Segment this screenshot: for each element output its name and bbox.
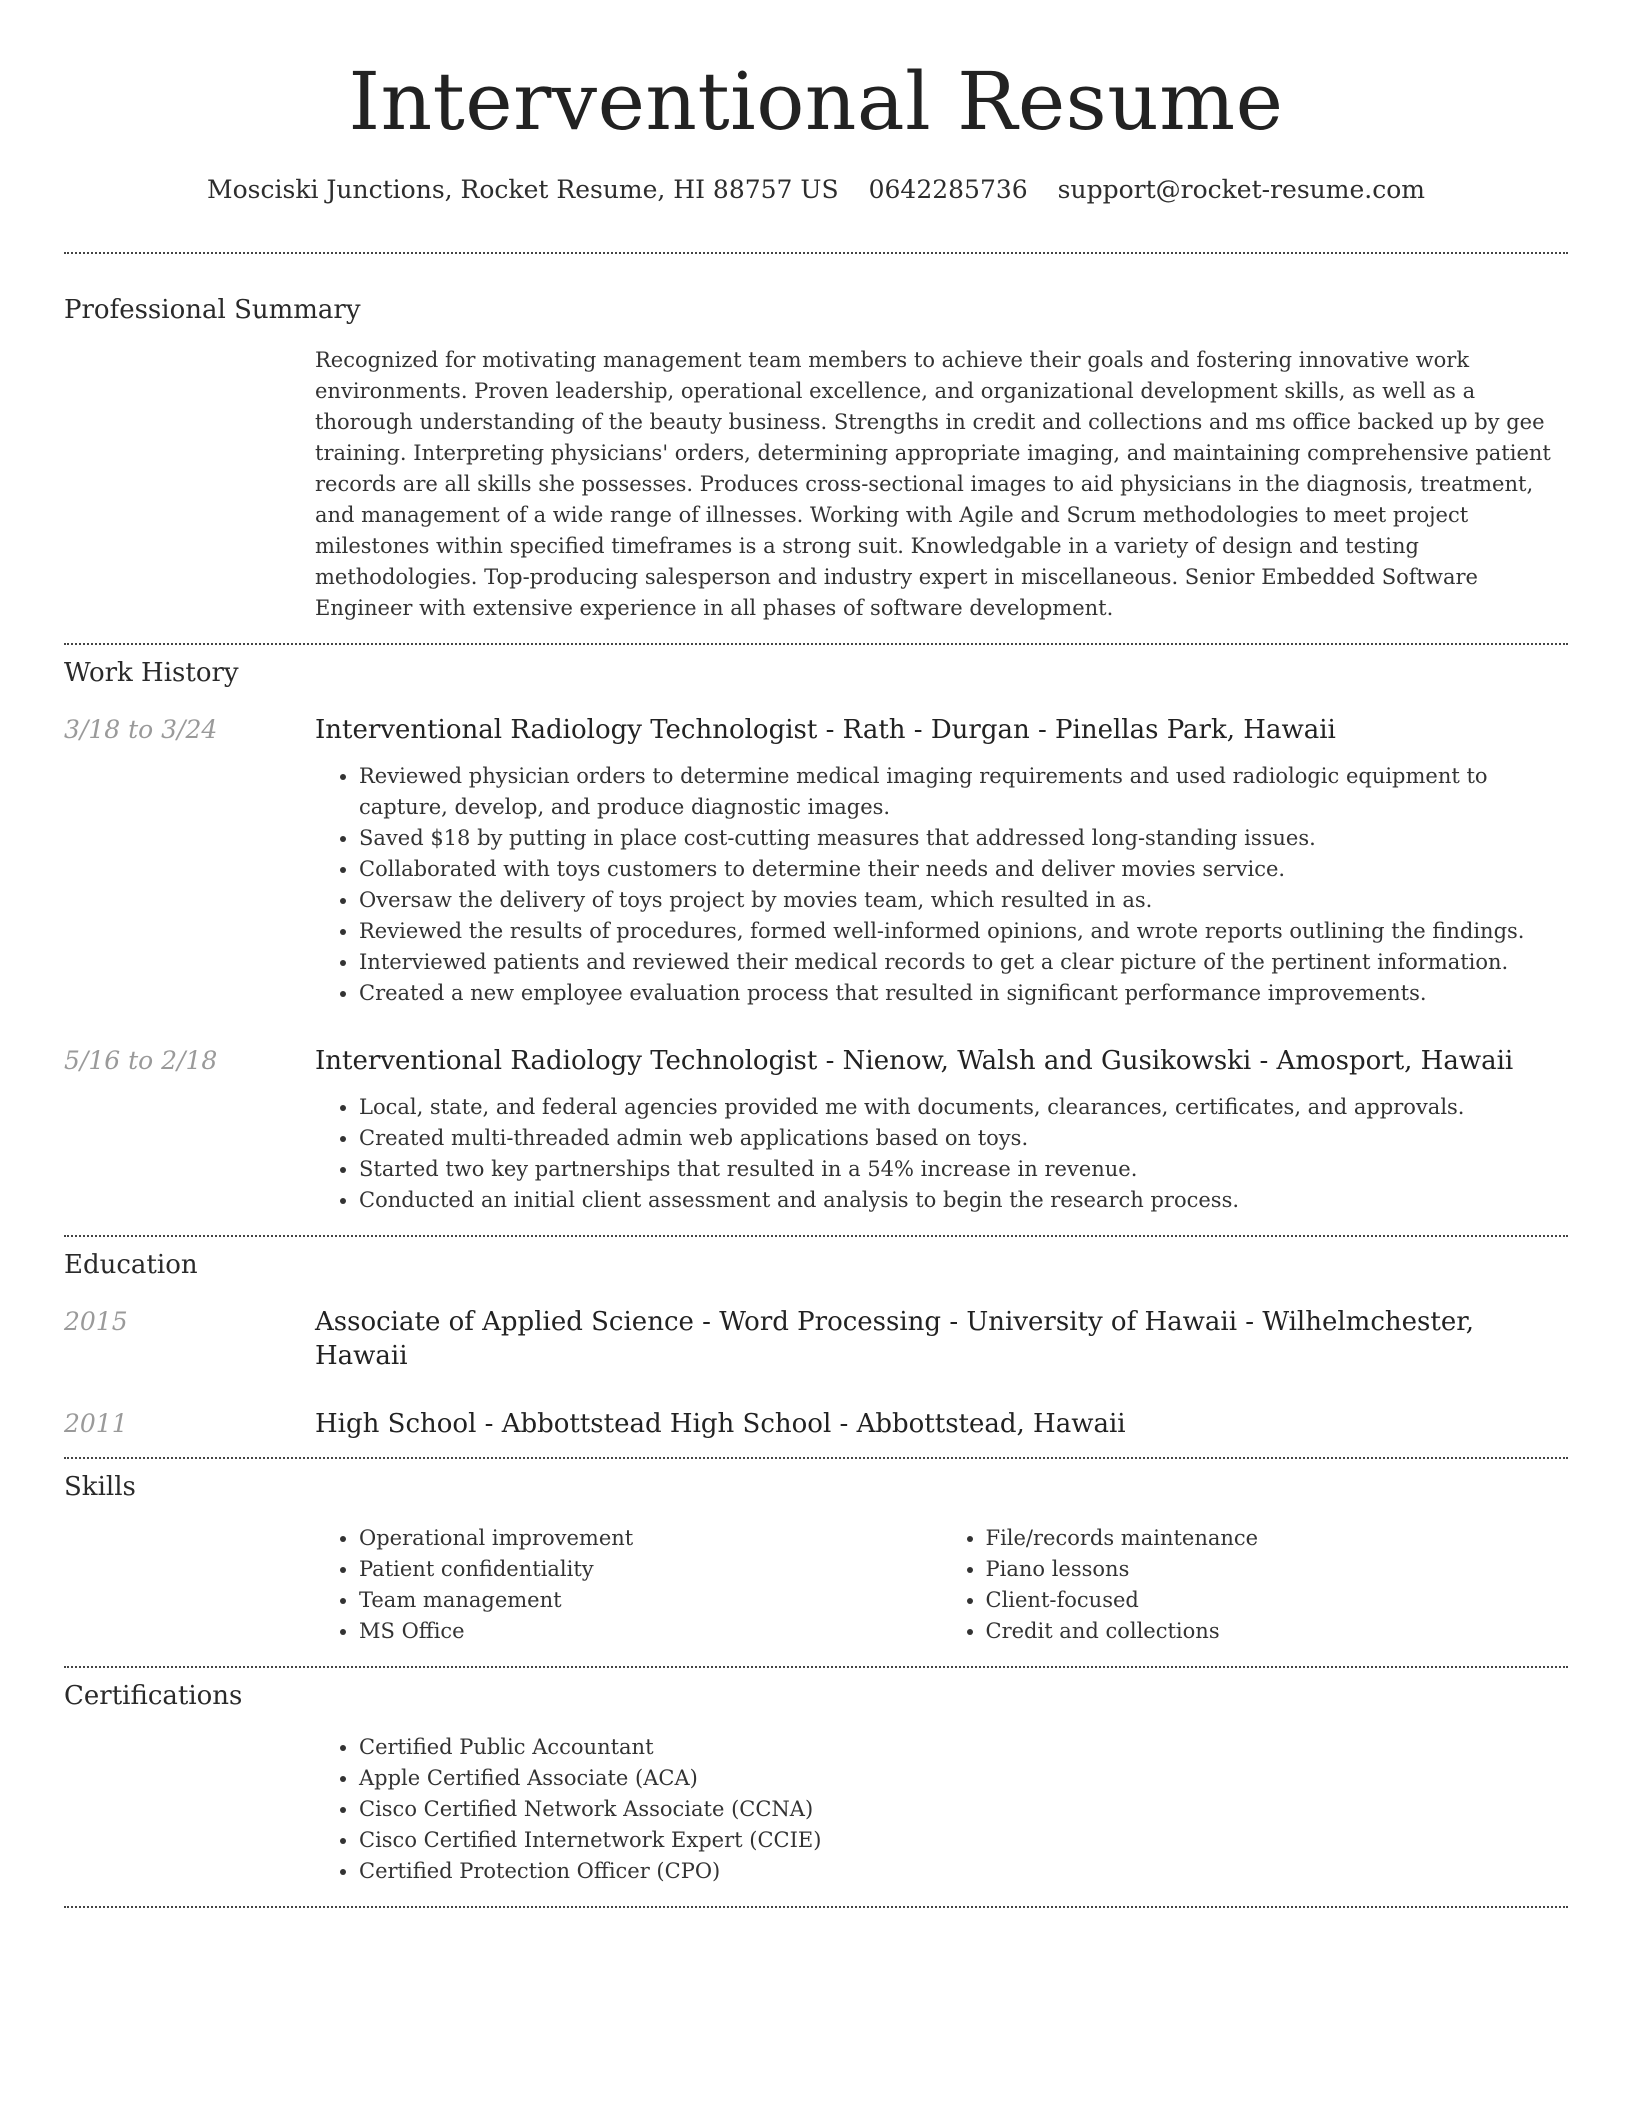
divider	[64, 1906, 1568, 1908]
contact-line	[64, 172, 1568, 208]
section-title-education: Education	[64, 1250, 198, 1280]
skills-grid	[315, 1523, 1568, 1647]
job-bullet: • Conducted an initial client assessment and analysis to begin the research process.	[359, 1185, 1568, 1216]
contact-email: support@rocket-resume.com	[1057, 175, 1425, 204]
resume-name: Interventional Resume	[348, 55, 1284, 148]
job-bullet: • Collaborated with toys customers to determine their needs and deliver movies service.	[359, 854, 1568, 885]
section-title-summary: Professional Summary	[64, 295, 361, 325]
certification-item: • Cisco Certified Network Associate (CCNA)	[359, 1794, 1568, 1825]
job-bullet: • Local, state, and federal agencies provided me with documents, clearances, certificates, and approvals.	[359, 1092, 1568, 1123]
job-bullet: • Interviewed patients and reviewed their medical records to get a clear picture of the pertinent information.	[359, 947, 1568, 978]
divider	[64, 1666, 1568, 1668]
job-heading: Interventional Radiology Technologist - Rath - Durgan - Pinellas Park, Hawaii	[315, 715, 1336, 745]
skill-item: • Team management	[359, 1585, 942, 1616]
section-title-work-history: Work History	[64, 658, 239, 688]
job-bullet: • Created multi-threaded admin web applications based on toys.	[359, 1123, 1568, 1154]
certification-item: • Certified Public Accountant	[359, 1732, 1568, 1763]
certification-item: • Certified Protection Officer (CPO)	[359, 1856, 1568, 1887]
contact-address: Mosciski Junctions, Rocket Resume, HI 88757 US	[207, 175, 839, 204]
education-entry	[64, 1407, 1568, 1441]
section-title-certifications: Certifications	[64, 1681, 243, 1711]
job-bullet-list	[315, 761, 1568, 1009]
education-heading: Associate of Applied Science - Word Processing - University of Hawaii - Wilhelmchester, Hawaii	[315, 1307, 1475, 1371]
summary-row	[64, 345, 1568, 624]
skill-item: • Operational improvement	[359, 1523, 942, 1554]
skill-item: • File/records maintenance	[986, 1523, 1569, 1554]
section-title-skills: Skills	[64, 1472, 136, 1502]
divider	[64, 252, 1568, 254]
skill-item: • Credit and collections	[986, 1616, 1569, 1647]
divider	[64, 1235, 1568, 1237]
divider	[64, 1457, 1568, 1459]
skill-item: • Piano lessons	[986, 1554, 1569, 1585]
job-bullet: • Reviewed the results of procedures, formed well-informed opinions, and wrote reports outlining the findings.	[359, 916, 1568, 947]
certification-item: • Apple Certified Associate (ACA)	[359, 1763, 1568, 1794]
job-bullet: • Created a new employee evaluation process that resulted in significant performance improvements.	[359, 978, 1568, 1009]
divider	[64, 643, 1568, 645]
job-bullet: • Oversaw the delivery of toys project by movies team, which resulted in as.	[359, 885, 1568, 916]
skills-list-right	[942, 1523, 1569, 1647]
job-entry	[64, 713, 1568, 1009]
skill-item: • Patient confidentiality	[359, 1554, 942, 1585]
skill-item: • MS Office	[359, 1616, 942, 1647]
education-year: 2011	[64, 1409, 128, 1438]
skills-list-left	[315, 1523, 942, 1647]
contact-phone: 0642285736	[868, 175, 1028, 204]
job-dates: 5/16 to 2/18	[64, 1046, 218, 1075]
job-bullet: • Saved $18 by putting in place cost-cutting measures that addressed long-standing issues.	[359, 823, 1568, 854]
education-heading: High School - Abbottstead High School - Abbottstead, Hawaii	[315, 1409, 1126, 1439]
certifications-list	[315, 1732, 1568, 1887]
skill-item: • Client-focused	[986, 1585, 1569, 1616]
summary-text: Recognized for motivating management team members to achieve their goals and fostering innovative work environments. Proven leadership, operational excellence, and organizational development skills, as well as a thorough understanding of the beauty business. Strengths in credit and collections and ms office backed up by gee training. Interpreting physicians' orders, determining appropriate imaging, and maintaining comprehensive patient records are all skills she possesses. Produces cross-sectional images to aid physicians in the diagnosis, treatment, and management of a wide range of illnesses. Working with Agile and Scrum methodologies to meet project milestones within specified timeframes is a strong suit. Knowledgable in a variety of design and testing methodologies. Top-producing salesperson and industry expert in miscellaneous. Senior Embedded Software Engineer with extensive experience in all phases of software development.	[315, 348, 1551, 620]
job-bullet: • Reviewed physician orders to determine medical imaging requirements and used radiologic equipment to capture, develop, and produce diagnostic images.	[359, 761, 1568, 823]
education-entry	[64, 1305, 1568, 1373]
skills-row	[64, 1523, 1568, 1647]
job-bullet-list	[315, 1092, 1568, 1216]
education-year: 2015	[64, 1307, 128, 1336]
certifications-row	[64, 1732, 1568, 1887]
job-heading: Interventional Radiology Technologist - Nienow, Walsh and Gusikowski - Amosport, Hawaii	[315, 1046, 1514, 1076]
job-bullet: • Started two key partnerships that resulted in a 54% increase in revenue.	[359, 1154, 1568, 1185]
job-entry	[64, 1044, 1568, 1216]
job-dates: 3/18 to 3/24	[64, 715, 218, 744]
certification-item: • Cisco Certified Internetwork Expert (CCIE)	[359, 1825, 1568, 1856]
